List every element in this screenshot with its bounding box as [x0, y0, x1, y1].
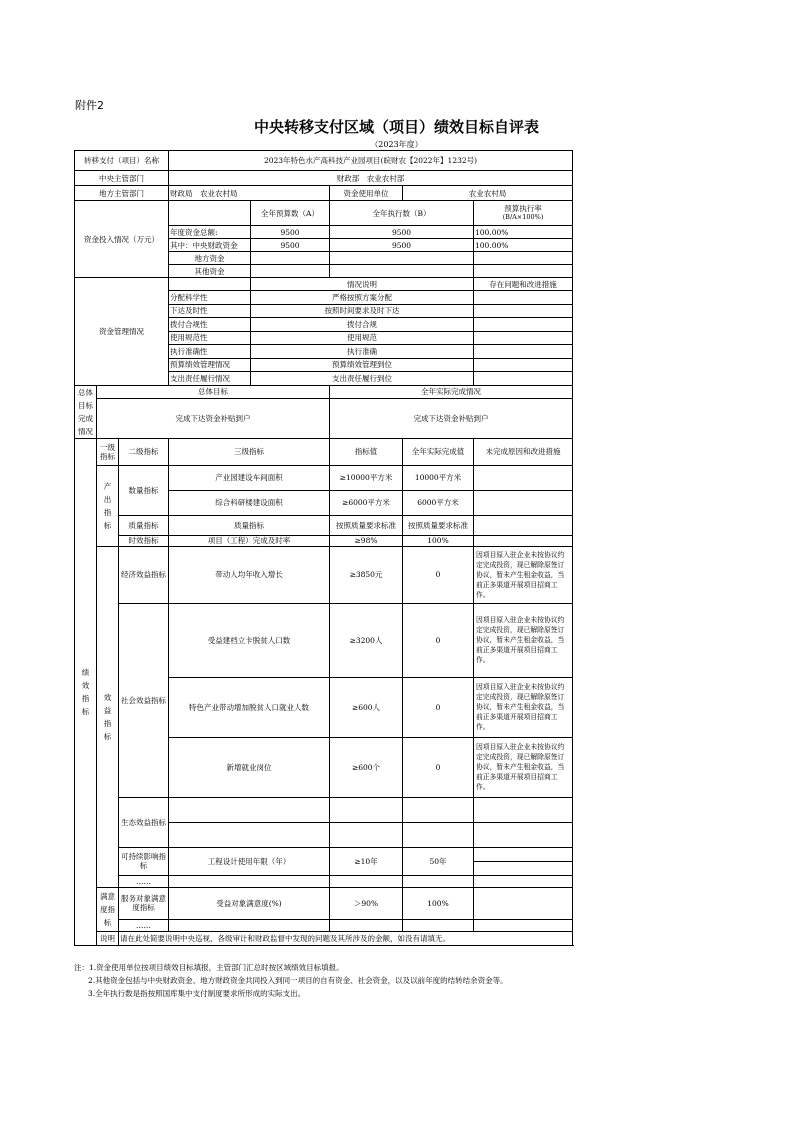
perf-label-part: 绩 [81, 667, 90, 677]
local-dept-row [75, 186, 573, 201]
funds-row-rate: 100.00% [474, 226, 573, 239]
management-desc: 预算绩效管理到位 [251, 358, 474, 372]
target-header: 指标值 [330, 438, 403, 465]
footnote: 注：1.资金使用单位按项目绩效目标填报，主管部门汇总时按区域绩效目标填报。 [74, 963, 344, 972]
output-label [97, 465, 119, 546]
management-item: 使用规范性 [169, 331, 251, 345]
management-header-row [75, 278, 573, 291]
indicator-reason: 因项目原入驻企业未按协议约定完成投资，现已解除原签订协议，暂未产生租金收益，当前正多渠道开展项目招商工作。 [474, 546, 573, 603]
satisfaction-label-part: 度指 [100, 904, 115, 914]
attachment-label: 附件2 [75, 99, 104, 112]
management-desc: 拨付合规 [251, 318, 474, 332]
management-desc: 严格按照方案分配 [251, 291, 474, 305]
funds-row-executed: 9500 [330, 239, 474, 252]
level3-header: 三级指标 [169, 438, 330, 465]
overall-row [75, 399, 573, 438]
funds-executed-header: 全年执行数（B） [330, 201, 474, 226]
funds-rate-header [474, 201, 573, 226]
funds-row-name: 其中：中央财政资金 [169, 239, 251, 252]
perf-label-part: 指 [81, 693, 90, 703]
management-item: 预算绩效管理情况 [169, 358, 251, 372]
quantity-label: 数量指标 [119, 465, 169, 515]
central-dept-value: 财政部 农业农村部 [169, 171, 573, 186]
overall-target: 完成下达资金补贴到户 [97, 399, 330, 438]
project-value: 2023年特色水产高科技产业园项目(皖财农【2022年】1232号) [169, 151, 573, 171]
indicator-actual: 按照质量要求标准 [403, 515, 474, 535]
indicator-name: 综合科研楼建设面积 [169, 490, 330, 515]
management-item: 支出责任履行情况 [169, 372, 251, 386]
management-desc: 按照时间要求及时下达 [251, 304, 474, 318]
indicator-row [75, 919, 573, 931]
time-label: 时效指标 [119, 535, 169, 546]
indicator-target: 按照质量要求标准 [330, 515, 403, 535]
level1-header-line2: 指标 [100, 451, 115, 461]
funds-rate-header-line2: (B/A×100%) [502, 213, 544, 221]
funds-row-name: 地方资金 [169, 252, 251, 265]
indicator-name: 产业园建设车间面积 [169, 465, 330, 490]
indicator-name: 带动人均年收入增长 [169, 546, 330, 603]
overall-target-header: 总体目标 [97, 385, 330, 399]
local-dept-value: 财政局 农业农村局 [169, 186, 330, 201]
service-label: 服务对象满意度指标 [119, 887, 169, 919]
indicator-target: ＞90% [330, 887, 403, 919]
funds-rate-header-line1: 预算执行率 [504, 204, 542, 213]
indicator-name: 受益建档立卡脱贫人口数 [169, 603, 330, 677]
indicator-name: 质量指标 [169, 515, 330, 535]
benefit-label-part: 标 [103, 731, 112, 741]
management-desc-header: 情况说明 [251, 278, 474, 291]
perf-label-part: 标 [81, 706, 90, 716]
indicator-name: 特色产业带动增加脱贫人口就业人数 [169, 677, 330, 737]
indicator-name: 工程设计使用年限（年） [169, 847, 330, 875]
funds-row-budget: 9500 [251, 239, 330, 252]
funds-row-rate: 100.00% [474, 239, 573, 252]
funds-row-executed [330, 265, 474, 278]
funds-row-executed [330, 252, 474, 265]
perf-header-row [75, 438, 573, 465]
social-label: 社会效益指标 [119, 603, 169, 797]
output-label-part: 出 [103, 494, 112, 504]
management-item: 分配科学性 [169, 291, 251, 305]
level2-header: 二级指标 [119, 438, 169, 465]
indicator-name: 项目（工程）完成及时率 [169, 535, 330, 546]
overall-label-part: 情况 [78, 426, 93, 436]
funds-row-budget [251, 265, 330, 278]
output-label-part: 指 [103, 507, 112, 517]
benefit-label-part: 效 [103, 692, 112, 702]
level1-header-line1: 一级 [100, 442, 115, 452]
project-row [75, 151, 573, 171]
self-evaluation-table [74, 150, 573, 946]
overall-actual-header: 全年实际完成情况 [330, 385, 573, 399]
eco-label: 生态效益指标 [119, 797, 169, 847]
funds-budget-header: 全年预算数（A） [251, 201, 330, 226]
indicator-target: ≥10000平方米 [330, 465, 403, 490]
indicator-target: ≥6000平方米 [330, 490, 403, 515]
satisfaction-label-part: 满意 [100, 891, 115, 901]
quality-label: 质量指标 [119, 515, 169, 535]
unit-value: 农业农村局 [403, 186, 573, 201]
footnotes [74, 961, 574, 1000]
overall-header-row [75, 385, 573, 399]
indicator-actual: 6000平方米 [403, 490, 474, 515]
management-desc: 执行准确 [251, 345, 474, 359]
indicator-reason: 因项目原入驻企业未按协议约定完成投资，现已解除原签订协议，暂未产生租金收益，当前正多渠道开展项目招商工作。 [474, 737, 573, 797]
benefit-label-part: 指 [103, 718, 112, 728]
reason-header: 未完成原因和改进措施 [474, 438, 573, 465]
funds-row-name: 年度资金总额: [169, 226, 251, 239]
page-title: 中央转移支付区域（项目）绩效目标自评表 [253, 118, 539, 136]
overall-label [75, 385, 97, 438]
funds-row-executed: 9500 [330, 226, 474, 239]
year-label: （2023年度） [370, 140, 423, 149]
overall-label-part: 目标 [78, 400, 93, 410]
indicator-actual: 10000平方米 [403, 465, 474, 490]
benefit-dots: …… [119, 875, 169, 887]
funds-row-rate [474, 252, 573, 265]
indicator-reason: 因项目原入驻企业未按协议约定完成投资，现已解除原签订协议，暂未产生租金收益，当前正多渠道开展项目招商工作。 [474, 677, 573, 737]
funds-row-budget [251, 252, 330, 265]
indicator-row [75, 797, 573, 822]
indicator-name: 新增就业岗位 [169, 737, 330, 797]
unit-label: 资金使用单位 [330, 186, 403, 201]
overall-label-part: 完成 [78, 413, 93, 423]
output-label-part: 标 [103, 520, 112, 530]
perf-label-part: 效 [81, 680, 90, 690]
indicator-row [75, 887, 573, 919]
management-issue-header: 存在问题和改进措施 [474, 278, 573, 291]
overall-label-part: 总体 [78, 387, 93, 397]
management-item: 执行准确性 [169, 345, 251, 359]
indicator-actual: 0 [403, 603, 474, 677]
indicator-actual: 0 [403, 546, 474, 603]
management-item: 拨付合规性 [169, 318, 251, 332]
sustain-label: 可持续影响指标 [119, 847, 169, 875]
indicator-actual: 50年 [403, 847, 474, 875]
actual-header: 全年实际完成值 [403, 438, 474, 465]
output-label-part: 产 [103, 481, 112, 491]
indicator-target: ≥600个 [330, 737, 403, 797]
remark-row [75, 931, 573, 945]
level1-header [97, 438, 119, 465]
benefit-label [97, 546, 119, 887]
funds-row-rate [474, 265, 573, 278]
indicator-row [75, 603, 573, 677]
economic-label: 经济效益指标 [119, 546, 169, 603]
management-desc: 使用规范 [251, 331, 474, 345]
management-desc: 支出责任履行到位 [251, 372, 474, 386]
indicator-reason: 因项目原入驻企业未按协议约定完成投资，现已解除原签订协议，暂未产生租金收益，当前正多渠道开展项目招商工作。 [474, 603, 573, 677]
indicator-row [75, 847, 573, 861]
indicator-target: ≥10年 [330, 847, 403, 875]
satisfaction-label [97, 887, 119, 931]
indicator-actual: 0 [403, 677, 474, 737]
management-item: 下达及时性 [169, 304, 251, 318]
indicator-target: ≥3850元 [330, 546, 403, 603]
satisfaction-dots: …… [119, 919, 169, 931]
indicator-target: ≥600人 [330, 677, 403, 737]
central-dept-row [75, 171, 573, 186]
central-dept-label: 中央主管部门 [75, 171, 169, 186]
indicator-row [75, 546, 573, 603]
indicator-actual: 100% [403, 887, 474, 919]
indicator-actual: 100% [403, 535, 474, 546]
benefit-label-part: 益 [103, 705, 112, 715]
indicator-name: 受益对象满意度(%) [169, 887, 330, 919]
indicator-row [75, 875, 573, 887]
remark-label: 说明 [97, 931, 119, 945]
funds-row-budget: 9500 [251, 226, 330, 239]
remark-text: 请在此处简要说明中央巡视、各级审计和财政监督中发现的问题及其所涉及的金额，如没有请填无。 [119, 931, 573, 945]
footnote: 2.其他资金包括与中央财政资金、地方财政资金共同投入到同一项目的自有资金、社会资金，以及以前年度的结转结余资金等。 [88, 976, 508, 985]
indicator-target: ≥98% [330, 535, 403, 546]
management-label: 资金管理情况 [75, 278, 169, 386]
footnote: 3.全年执行数是指按照国库集中支付制度要求所形成的实际支出。 [88, 989, 306, 998]
indicator-row [75, 515, 573, 535]
funds-row-name: 其他资金 [169, 265, 251, 278]
indicator-row [75, 465, 573, 490]
indicator-actual: 0 [403, 737, 474, 797]
indicator-target: ≥3200人 [330, 603, 403, 677]
funds-label: 资金投入情况（万元） [75, 201, 169, 278]
project-label: 转移支付（项目）名称 [75, 151, 169, 171]
funds-header-row [75, 201, 573, 226]
indicator-row [75, 535, 573, 546]
overall-actual: 完成下达资金补贴到户 [330, 399, 573, 438]
satisfaction-label-part: 标 [103, 917, 112, 927]
local-dept-label: 地方主管部门 [75, 186, 169, 201]
perf-label [75, 438, 97, 945]
